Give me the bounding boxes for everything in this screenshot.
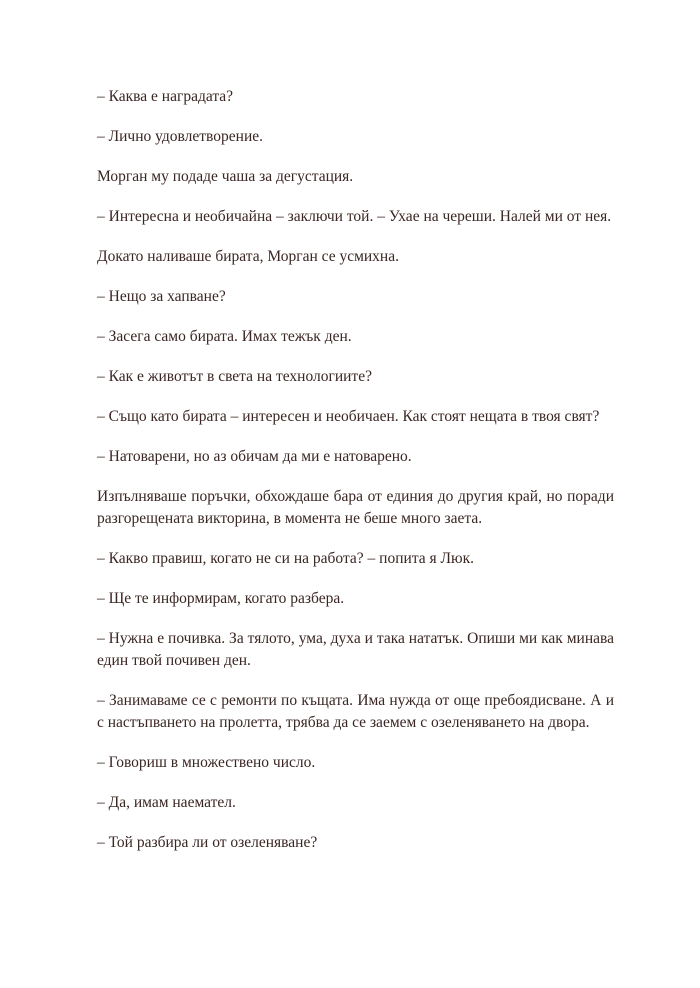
paragraph: – Нещо за хапване? (97, 288, 226, 305)
paragraph: – Как е животът в света на технологиите? (97, 368, 372, 385)
paragraph: – Какво правиш, когато не си на работа? – попита я Люк. (97, 550, 475, 567)
paragraph: – Лично удовлетворение. (97, 128, 263, 145)
paragraph: – Говориш в множествено число. (97, 754, 316, 771)
paragraph: – Нужна е почивка. За тялото, ума, духа и така нататък. Опиши ми как минава един твой почивен ден. (97, 630, 614, 669)
paragraph: – Ще те информирам, когато разбера. (97, 590, 345, 607)
paragraph: Морган му подаде чаша за дегустация. (97, 168, 354, 185)
paragraph: – Натоварени, но аз обичам да ми е натоварено. (97, 448, 412, 465)
body-text (97, 86, 614, 872)
paragraph: – Каква е наградата? (97, 88, 234, 105)
paragraph: – Занимаваме се с ремонти по къщата. Има нужда от още пребоядисване. А и с настъпването на пролетта, трябва да се заемем с озеленяването на двора. (97, 692, 614, 731)
paragraph: – Също като бирата – интересен и необичаен. Как стоят нещата в твоя свят? (97, 408, 600, 425)
paragraph: – Той разбира ли от озеленяване? (97, 834, 318, 851)
paragraph: Докато наливаше бирата, Морган се усмихна. (97, 248, 399, 265)
paragraph: – Интересна и необичайна – заключи той. – Ухае на череши. Налей ми от нея. (97, 208, 612, 225)
paragraph: Изпълняваше поръчки, обхождаше бара от единия до другия край, но поради разгорещената викторина, в момента не беше много заета. (97, 488, 614, 527)
paragraph: – Да, имам наемател. (97, 794, 236, 811)
paragraph: – Засега само бирата. Имах тежък ден. (97, 328, 352, 345)
